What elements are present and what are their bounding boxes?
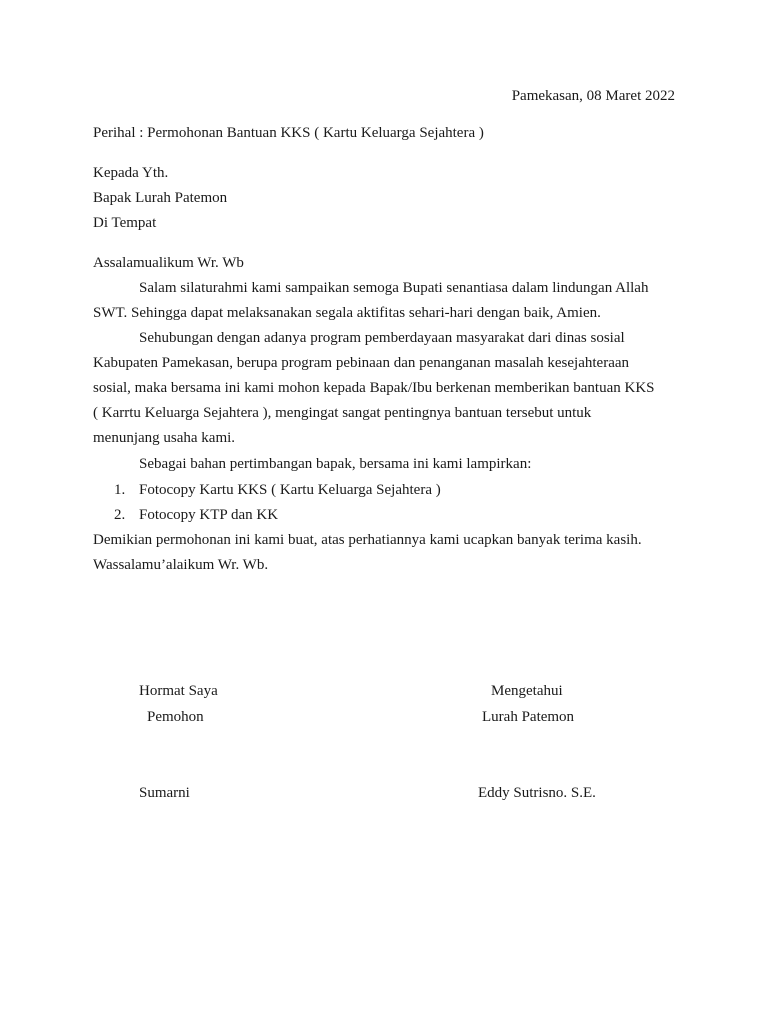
recipient-line-3: Di Tempat bbox=[93, 215, 157, 231]
sign-left-line-2: Pemohon bbox=[147, 709, 204, 725]
letter-date: Pamekasan, 08 Maret 2022 bbox=[511, 88, 675, 104]
sign-right-line-1: Mengetahui bbox=[491, 683, 563, 699]
sign-left-name: Sumarni bbox=[139, 785, 190, 801]
list-item: Fotocopy Kartu KKS ( Kartu Keluarga Sejahtera ) bbox=[139, 482, 441, 498]
sign-left-line-1: Hormat Saya bbox=[139, 683, 218, 699]
para2-line-3: sosial, maka bersama ini kami mohon kepada Bapak/Ibu berkenan memberikan bantuan KKS bbox=[93, 380, 655, 396]
attachments-intro: Sebagai bahan pertimbangan bapak, bersama ini kami lampirkan: bbox=[139, 456, 532, 472]
greeting: Assalamualikum Wr. Wb bbox=[93, 255, 244, 271]
recipient-line-2: Bapak Lurah Patemon bbox=[93, 190, 228, 206]
closing: Demikian permohonan ini kami buat, atas perhatiannya kami ucapkan banyak terima kasih. bbox=[93, 532, 642, 548]
farewell: Wassalamu’alaikum Wr. Wb. bbox=[93, 557, 269, 573]
para2-line-2: Kabupaten Pamekasan, berupa program pebinaan dan penanganan masalah kesejahteraan bbox=[93, 355, 630, 371]
para1-line-1: Salam silaturahmi kami sampaikan semoga Bupati senantiasa dalam lindungan Allah bbox=[139, 280, 649, 296]
list-item: Fotocopy KTP dan KK bbox=[139, 507, 279, 523]
para1-line-2: SWT. Sehingga dapat melaksanakan segala aktifitas sehari-hari dengan baik, Amien. bbox=[93, 305, 601, 321]
recipient-line-1: Kepada Yth. bbox=[93, 165, 169, 181]
para2-line-1: Sehubungan dengan adanya program pemberdayaan masyarakat dari dinas sosial bbox=[139, 330, 625, 346]
sign-right-name: Eddy Sutrisno. S.E. bbox=[478, 785, 596, 801]
para2-line-5: menunjang usaha kami. bbox=[93, 430, 236, 446]
para2-line-4: ( Karrtu Keluarga Sejahtera ), mengingat sangat pentingnya bantuan tersebut untuk bbox=[93, 405, 592, 421]
sign-right-line-2: Lurah Patemon bbox=[482, 709, 575, 725]
list-item-number: 1. bbox=[114, 482, 126, 498]
letter-subject: Perihal : Permohonan Bantuan KKS ( Kartu Keluarga Sejahtera ) bbox=[93, 125, 484, 141]
list-item-number: 2. bbox=[114, 507, 126, 523]
